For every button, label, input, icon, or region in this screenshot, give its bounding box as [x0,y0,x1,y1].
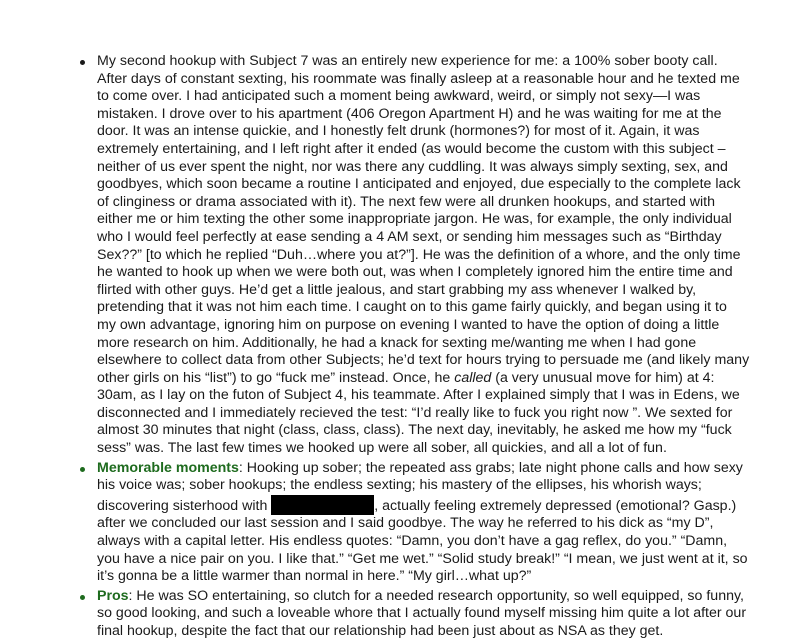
text-line: his voice was; sober hookups; the endless sexting; his mastery of the ellipses, his whorish ways; [97,477,702,494]
section-heading: Memorable moments [97,459,239,476]
text-line-cut-off: final hookup, despite the fact that our relationship had been just about as NSA as they get. [97,623,664,639]
text-line: neither of us ever spent the night, nor was there any cuddling. It was always simply sexting, sex, and [97,158,728,175]
text-line: of clinginess or drama associated with it). The next few were all drunken hookups, and started with [97,193,716,210]
text-line: to come over. I had anticipated such a moment being awkward, weird, or simply not sexy—I was [97,88,701,105]
list-item-memorable-moments [80,460,780,586]
text-line: flirted with other guys. He’d get a little jealous, and start grabbing my ass whenever I walked by, [97,281,697,298]
text-line: 30am, as I lay on the futon of Subject 4, his teammate. After I explained simply that I was in Edens, we [97,387,740,404]
text-line: sess” was. The last few times we hooked up were all sober, all quickies, and all a lot of fun. [97,440,667,457]
text-line [97,370,780,388]
text-line: goodbyes, which soon became a routine I anticipated and enjoyed, due especially to the complete lack [97,176,741,193]
text-line: more research on him. Additionally, he had a knack for sexting me/wanting me when I had gone [97,334,697,351]
text-line: door. It was an intense quickie, and I honestly felt drunk (hormones?) for most of it. Again, it was [97,123,700,140]
text-line: Sex??” [to which he replied “Duh…where you at?”]. He was the definition of a whore, and the only time [97,246,741,263]
text-line: disconnected and I immediately recieved the test: “I’d really like to fuck you right now ”. We sexted for [97,404,733,421]
text-line: After days of constant sexting, his roommate was finally asleep at a reasonable hour and he texted me [97,70,740,87]
text-line: elsewhere to collect data from other Subjects; he’d text for hours trying to persuade me (and likely many [97,352,750,369]
list-item-narrative [80,53,780,458]
text-segment: : Hooking up sober; the repeated ass grabs; late night phone calls and how sexy [238,459,743,476]
list-item-pros [80,587,780,639]
text-line: either me or him texting the other some inappropriate jargon. He was, for example, the only individual [97,211,732,228]
bullet-icon [80,467,85,472]
text-line: extremely entertaining, and I left right after it ended (as would become the custom with this subject – [97,140,726,157]
text-line: mistaken. I drove over to his apartment (406 Oregon Apartment H) and he was waiting for me at the [97,105,722,122]
bullet-icon [80,60,85,65]
text-line: almost 30 minutes that night (class, class, class). The next day, inevitably, he asked me how my “fuck [97,422,732,439]
text-line: my own advantage, ignoring him on purpose on evening I wanted to have the option of doing a little [97,316,720,333]
text-segment: other girls on his “list”) to go “fuck me” instead. Once, he [97,369,451,386]
section-heading: Pros [97,587,129,604]
text-segment: (a very unusual move for him) at 4: [491,369,715,386]
text-line: he wanted to hook up when we were both out, was when I completely ignored him the entire time and [97,264,733,281]
text-line: always with a capital letter. His endless quotes: “Damn, you don’t have a gag reflex, do you.” “Damn, [97,533,728,550]
text-line [97,460,780,478]
bullet-icon [80,595,85,600]
text-line: who I would feel perfectly at ease sending a 4 AM sext, or sending him messages such as “Birthday [97,228,722,245]
text-line: so good looking, and such a loveable whore that I actually found myself missing him quite a lot after our [97,605,747,622]
bullet-list [80,53,780,639]
text-segment: : He was SO entertaining, so clutch for a needed research opportunity, so well equipped, so funny, [128,587,744,604]
emphasized-text: called [454,369,492,386]
text-segment: , actually feeling extremely depressed (emotional? Gasp.) [374,497,737,514]
text-line [97,588,780,606]
text-line: pretending that it was not him each time. I caught on to this game fairly quickly, and began using it to [97,299,727,316]
text-line: you have a nice pair on you. I like that.” “Get me wet.” “Solid study break!” “I mean, we just went at it, so [97,550,748,567]
text-line [97,495,780,516]
text-line: after we concluded our last session and I said goodbye. The way he referred to his dick as “my D”, [97,515,714,532]
text-line: My second hookup with Subject 7 was an entirely new experience for me: a 100% sober booty call. [97,53,718,69]
text-segment: discovering sisterhood with [97,497,272,514]
redaction-box [271,495,374,515]
text-line: it’s gonna be a little warmer than normal in here.” “My girl…what up?” [97,568,532,585]
